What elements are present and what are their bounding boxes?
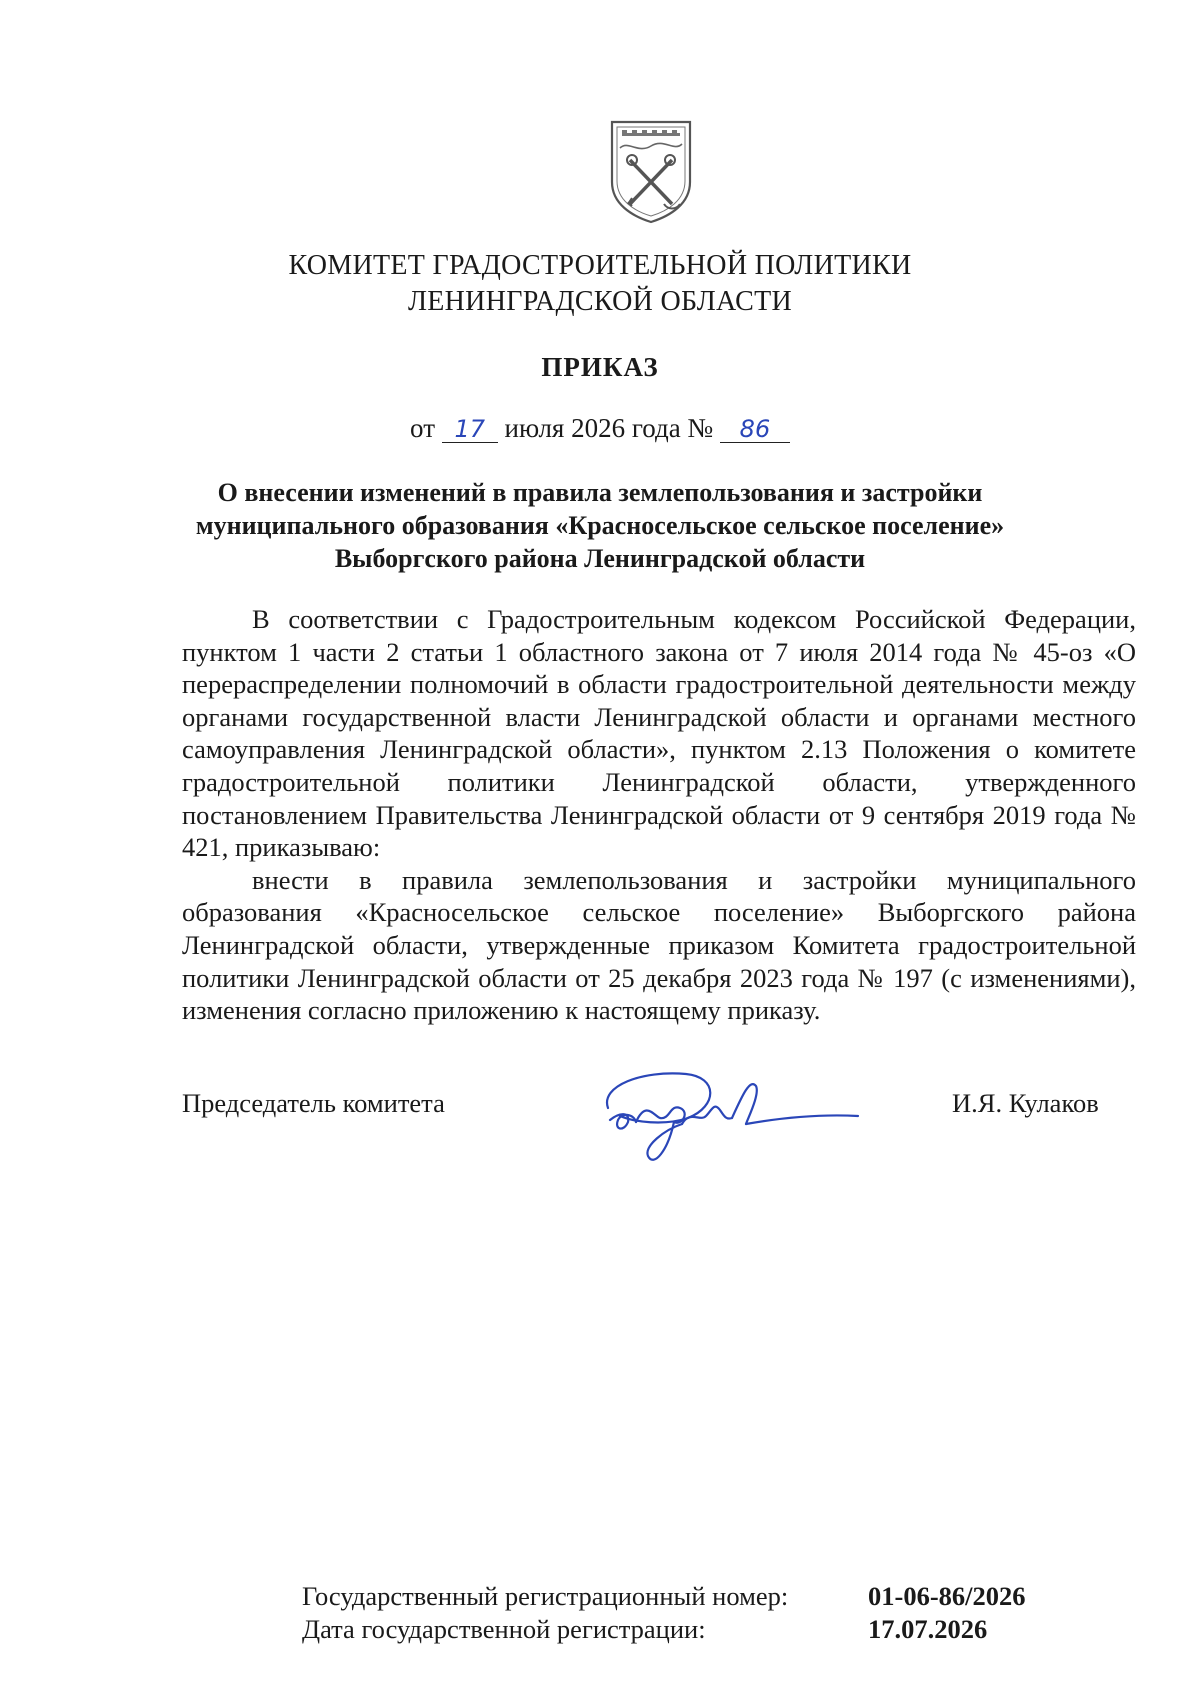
registration-values	[868, 1580, 1026, 1646]
registration-number-value: 01-06-86/2026	[868, 1581, 1026, 1611]
document-subject	[180, 476, 1020, 575]
organization-name-line-2: ЛЕНИНГРАДСКОЙ ОБЛАСТИ	[407, 286, 793, 317]
registration-labels	[302, 1580, 788, 1646]
handwritten-signature-icon	[590, 1060, 870, 1180]
signer-name: И.Я. Кулаков	[952, 1088, 1099, 1118]
registration-number-label: Государственный регистрационный номер:	[302, 1581, 789, 1611]
subject-line-3: Выборгского района Ленинградской области	[334, 544, 866, 573]
signer-title: Председатель комитета	[182, 1088, 445, 1118]
registration-date-value: 17.07.2026	[868, 1614, 988, 1644]
handwritten-document-number: 86	[720, 416, 790, 443]
coat-of-arms-icon	[608, 120, 694, 224]
document-body	[182, 603, 1136, 1027]
date-prefix: от	[410, 413, 435, 443]
subject-line-1: О внесении изменений в правила землепользования и застройки	[217, 478, 983, 507]
handwritten-day: 17	[442, 416, 498, 443]
registration-date-label: Дата государственной регистрации:	[302, 1614, 706, 1644]
subject-line-2: муниципального образования «Красносельское сельское поселение»	[195, 511, 1005, 540]
date-middle-text: июля 2026 года №	[504, 413, 714, 443]
document-type-heading: ПРИКАЗ	[541, 352, 659, 382]
body-paragraph-preamble: В соответствии с Градостроительным кодексом Российской Федерации, пунктом 1 части 2 статьи 1 областного закона от 7 июля 2014 года № 45-оз «О перераспределении полномочий в области градостроительной деятельности между органами государственной власти Ленинградской области и органами местного самоуправления Ленинградской области», пунктом 2.13 Положения о комитете градостроительной политики Ленинградской области, утвержденного постановлением Правительства Ленинградской области от 9 сентября 2019 года № 421, приказываю:	[182, 604, 1136, 863]
body-paragraph-order: внести в правила землепользования и застройки муниципального образования «Красносельское сельское поселение» Выборгского района Ленинградской области, утвержденные приказом Комитета градостроительной политики Ленинградской области от 25 декабря 2023 года № 197 (с изменениями), изменения согласно приложению к настоящему приказу.	[182, 864, 1136, 1026]
document-date-line	[0, 413, 1200, 444]
organization-name-line-1: КОМИТЕТ ГРАДОСТРОИТЕЛЬНОЙ ПОЛИТИКИ	[288, 250, 912, 281]
